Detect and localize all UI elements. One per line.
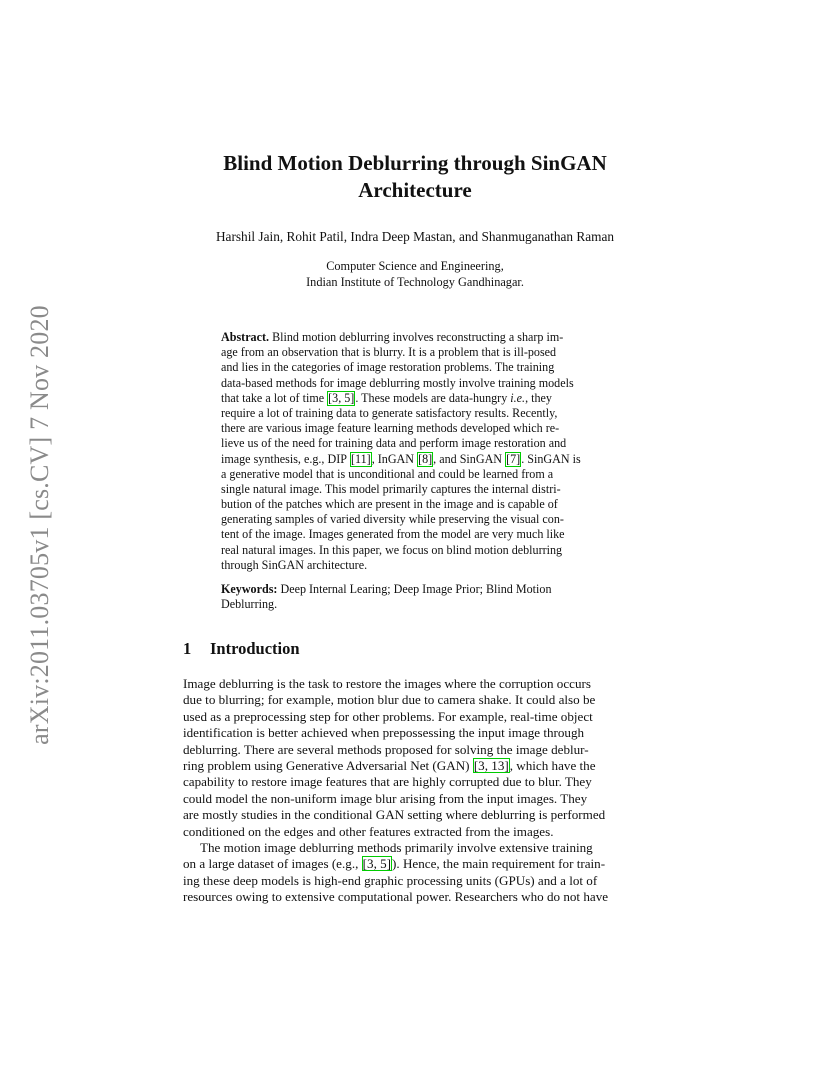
abstract-text: tent of the image. Images generated from the model are very much like	[221, 527, 565, 542]
abstract-line	[221, 543, 612, 558]
abstract-text: and lies in the categories of image restoration problems. The training	[221, 360, 555, 375]
body-line	[183, 676, 651, 692]
abstract-text: lieve us of the need for training data and perform image restoration and	[221, 436, 567, 451]
abstract-line	[221, 512, 612, 527]
body-text: are mostly studies in the conditional GAN setting where deblurring is performed	[183, 807, 606, 823]
abstract-text: through SinGAN architecture.	[221, 557, 368, 572]
body-text: conditioned on the edges and other features extracted from the images.	[183, 823, 554, 839]
body-text: capability to restore image features that are highly corrupted due to blur. They	[183, 774, 592, 790]
abstract-line	[221, 360, 612, 375]
section-number: 1	[183, 639, 192, 658]
body-line	[183, 742, 651, 758]
body-line	[183, 873, 651, 889]
citation-link[interactable]: [3, 5]	[328, 390, 355, 405]
author-list: Harshil Jain, Rohit Patil, Indra Deep Mastan, and Shanmuganathan Raman	[215, 229, 615, 244]
abstract-text: , and SinGAN	[433, 451, 503, 466]
body-line	[183, 807, 651, 823]
abstract-line	[221, 436, 612, 451]
abstract-text: require a lot of training data to generate satisfactory results. Recently,	[221, 405, 558, 420]
body-line	[183, 791, 651, 807]
abstract-line	[221, 345, 612, 360]
abstract-line	[221, 452, 612, 467]
citation-link[interactable]: [8]	[418, 451, 433, 466]
body-line	[183, 840, 651, 856]
arxiv-id-text: arXiv:2011.03705v1 [cs.CV] 7 Nov 2020	[25, 305, 55, 745]
body-line	[183, 774, 651, 790]
citation-link[interactable]: [7]	[506, 451, 521, 466]
paper-title	[160, 150, 670, 204]
body-line	[183, 856, 651, 872]
keywords-text: Deblurring.	[221, 597, 278, 612]
body-text: ). Hence, the main requirement for train-	[392, 856, 606, 872]
abstract-italic-text: i.e.	[510, 390, 526, 405]
body-line	[183, 725, 651, 741]
abstract-line	[221, 467, 612, 482]
abstract-text: , they	[525, 390, 552, 405]
keywords-label: Keywords:	[221, 582, 278, 596]
abstract-line	[221, 558, 612, 573]
citation-link[interactable]: [11]	[351, 451, 371, 466]
keywords-line	[221, 582, 612, 597]
body-text: Image deblurring is the task to restore the images where the corruption occurs	[183, 676, 591, 691]
abstract-text: age from an observation that is blurry. It is a problem that is ill-posed	[221, 345, 557, 360]
affiliation	[200, 258, 630, 290]
abstract-text: . These models are data-hungry	[355, 390, 508, 405]
body-text: identification is better achieved when prepossessing the input image through	[183, 725, 585, 741]
abstract-line	[221, 482, 612, 497]
abstract-text: generating samples of varied diversity while preserving the visual con-	[221, 512, 564, 527]
citation-link[interactable]: [3, 13]	[473, 757, 509, 773]
abstract-text: bution of the patches which are present in the image and is capable of	[221, 497, 558, 512]
abstract-text: image synthesis, e.g., DIP	[221, 451, 347, 466]
body-text: ring problem using Generative Adversarial Net (GAN)	[183, 757, 470, 773]
title-line-1: Blind Motion Deblurring through SinGAN	[223, 151, 607, 175]
affiliation-line-1: Computer Science and Engineering,	[326, 259, 504, 273]
abstract-text: real natural images. In this paper, we focus on blind motion deblurring	[221, 542, 563, 557]
abstract-text: . SinGAN is	[521, 451, 581, 466]
abstract-text: there are various image feature learning methods developed which re-	[221, 421, 560, 436]
body-text: on a large dataset of images (e.g.,	[183, 856, 359, 872]
keywords-line	[221, 597, 612, 612]
body-text: ing these deep models is high-end graphic processing units (GPUs) and a lot of	[183, 872, 598, 888]
body-text: , which have the	[509, 757, 596, 773]
body-text: resources owing to extensive computational power. Researchers who do not have	[183, 889, 609, 905]
arxiv-identifier-stamp	[20, 290, 60, 760]
abstract-text: Blind motion deblurring involves reconstructing a sharp im-	[272, 330, 564, 344]
abstract-text: , InGAN	[371, 451, 415, 466]
body-line	[183, 758, 651, 774]
body-text: used as a preprocessing step for other problems. For example, real-time object	[183, 708, 593, 724]
title-line-2: Architecture	[358, 178, 472, 202]
abstract-label: Abstract.	[221, 330, 270, 344]
body-text: The motion image deblurring methods primarily involve extensive training	[200, 839, 593, 855]
abstract	[221, 330, 612, 573]
body-text: could model the non-uniform image blur arising from the input images. They	[183, 790, 588, 806]
abstract-line	[221, 391, 612, 406]
body-line	[183, 709, 651, 725]
abstract-line	[221, 497, 612, 512]
abstract-line	[221, 421, 612, 436]
body-line	[183, 889, 651, 905]
section-heading	[183, 639, 300, 659]
citation-link[interactable]: [3, 5]	[362, 856, 392, 872]
introduction-body	[183, 676, 651, 905]
abstract-text: a generative model that is unconditional and could be learned from a	[221, 466, 554, 481]
keywords	[221, 582, 612, 612]
body-line	[183, 692, 651, 708]
abstract-line	[221, 330, 612, 345]
affiliation-line-2: Indian Institute of Technology Gandhinagar.	[306, 275, 524, 289]
abstract-line	[221, 376, 612, 391]
abstract-text: that take a lot of time	[221, 390, 325, 405]
abstract-line	[221, 527, 612, 542]
body-text: deblurring. There are several methods proposed for solving the image deblur-	[183, 741, 589, 757]
keywords-text: Deep Internal Learing; Deep Image Prior; Blind Motion	[280, 582, 552, 596]
abstract-line	[221, 406, 612, 421]
abstract-text: data-based methods for image deblurring mostly involve training models	[221, 375, 574, 390]
body-text: due to blurring; for example, motion blur due to camera shake. It could also be	[183, 692, 596, 708]
abstract-text: single natural image. This model primarily captures the internal distri-	[221, 481, 561, 496]
section-title: Introduction	[210, 639, 300, 658]
body-line	[183, 824, 651, 840]
